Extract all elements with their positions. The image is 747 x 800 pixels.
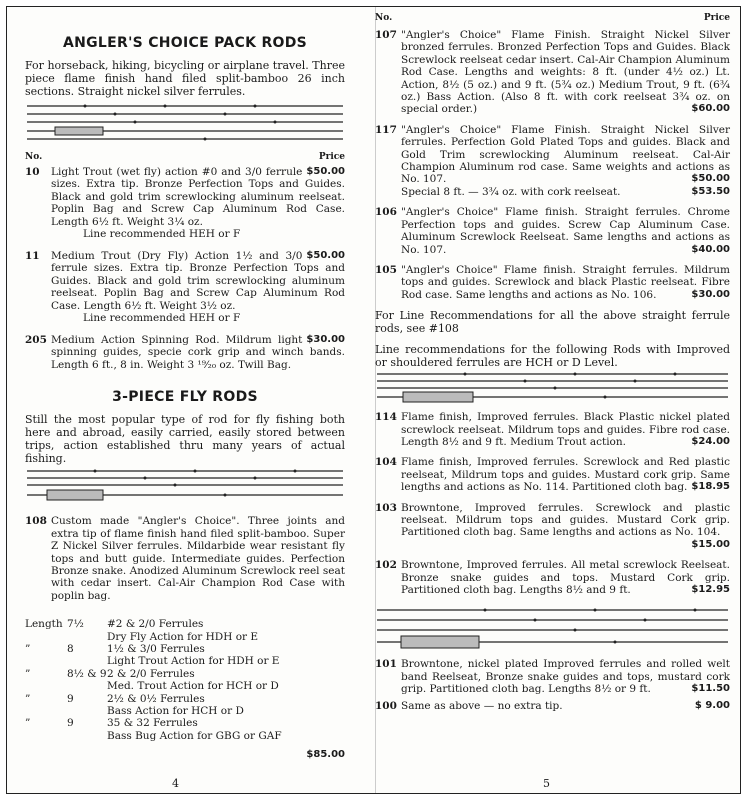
length-value: 7½ — [67, 618, 84, 631]
catalog-entry-117 — [375, 124, 730, 198]
entry-text: Light Trout (wet fly) action #0 and 3/0 ferrule sizes. Extra tip. Bronze Perfection Tops and Guides. Black and gold trim screwlocking aluminum reelseat. Poplin Bag and Screw Cap Aluminum Rod Case. Length 6½ ft. Weight 3¼ oz. — [51, 166, 345, 228]
fly-rods-title: 3-PIECE FLY RODS — [112, 389, 258, 406]
improved-rod-illustration — [375, 369, 730, 405]
line-recommendation: Line recommended HEH or F — [83, 228, 241, 241]
entry-price: $18.95 — [691, 481, 730, 493]
entry-number: 205 — [25, 334, 47, 347]
price-header: Price — [318, 152, 345, 162]
entry-price: $ 9.00 — [694, 699, 730, 711]
action-desc: Dry Fly Action for HDH or E — [107, 630, 259, 643]
no-header: No. — [375, 13, 393, 23]
catalog-entry-100 — [375, 700, 730, 712]
catalog-entry-205 — [25, 334, 345, 371]
ferrule-size: #2 & 2/0 Ferrules — [107, 618, 204, 631]
length-label: ” — [25, 642, 31, 655]
length-value: 8½ & 9 — [67, 667, 107, 680]
line-note-improved: Line recommendations for the following Rods with Improved or shouldered ferrules are HCH or D Level. — [375, 343, 730, 370]
ferrule-size: 1½ & 3/0 Ferrules — [107, 642, 205, 655]
entry-price: $12.95 — [691, 584, 730, 595]
entry-number: 106 — [375, 206, 397, 219]
action-desc: Bass Action for HCH or D — [107, 704, 244, 717]
left-page — [25, 7, 345, 761]
price-header: Price — [703, 13, 730, 23]
catalog-spread — [6, 6, 741, 794]
entry-text: "Angler's Choice" Flame Finish. Straight Nickel Silver ferrules. Perfection Gold Plated Tops and guides. Black and Gold Trim screwlocking Aluminum reelseat. Cal-Air Champion Aluminum rod case. Same weights and actions as No. 107. — [401, 123, 730, 186]
entry-number: 102 — [375, 559, 397, 572]
length-value: 8 — [67, 642, 74, 655]
catalog-entry-106 — [375, 206, 730, 256]
entry-price: $30.00 — [691, 288, 730, 300]
action-desc: Bass Bug Action for GBG or GAF — [107, 729, 282, 742]
entry-price: $50.00 — [691, 173, 730, 185]
entry-price: $15.00 — [691, 538, 730, 550]
ferrule-size: 2 & 2/0 Ferrules — [107, 667, 195, 680]
line-recommendation: Line recommended HEH or F — [83, 312, 241, 325]
entry-price: $50.00 — [306, 166, 345, 177]
entry-price: $11.50 — [691, 683, 730, 695]
entry-number: 103 — [375, 501, 397, 514]
entry-number: 108 — [25, 515, 47, 528]
catalog-entry-10 — [25, 166, 345, 228]
entry-price: $85.00 — [306, 749, 345, 761]
entry-text: "Angler's Choice" Flame finish. Straight ferrules. Mildrum tops and guides. Screwlock and black Plastic reelseat. Fibre Rod case. Same lengths and actions as No. 106. — [401, 263, 730, 301]
length-table — [25, 618, 345, 761]
catalog-entry-108 — [25, 515, 345, 602]
entry-text: Custom made "Angler's Choice". Three joints and extra tip of flame finish hand filed split-bamboo. Super Z Nickel Silver ferrules. Mildarbide wear resistant fly tops and butt guide. Intermediate guides. Perfection Bronze snake. Anodized Aluminum Screwlock reel seat with cedar insert. Cal-Air Champion Rod Case with poplin bag. — [51, 515, 345, 602]
right-column-header — [375, 13, 730, 23]
length-row — [25, 717, 345, 742]
length-label: ” — [25, 717, 31, 730]
fly-rod-illustration — [25, 465, 345, 505]
action-desc: Light Trout Action for HDH or E — [107, 655, 280, 668]
page-number-left: 4 — [172, 777, 179, 790]
catalog-entry-114 — [375, 411, 730, 448]
entry-number: 11 — [25, 250, 40, 263]
pack-rods-intro: For horseback, hiking, bicycling or airplane travel. Three piece flame finish hand filed split-bamboo 26 inch sections. Straight nickel silver ferrules. — [25, 59, 345, 98]
entry-text: Flame finish, Improved ferrules. Black Plastic nickel plated screwlock reelseat. Mildrum tops and guides. Fibre rod case. Length 8½ and 9 ft. Medium Trout action. — [401, 411, 730, 448]
length-label: Length — [25, 618, 63, 631]
special-order-text: Special 8 ft. — 3¾ oz. with cork reelseat. — [401, 185, 621, 198]
special-price: $53.50 — [691, 185, 730, 197]
ferrule-size: 35 & 32 Ferrules — [107, 717, 198, 730]
length-value: 9 — [67, 717, 74, 730]
entry-price: $50.00 — [306, 250, 345, 262]
no-header: No. — [25, 152, 43, 162]
left-column-header — [25, 152, 345, 162]
entry-number: 105 — [375, 263, 397, 276]
ferrule-size: 2½ & 0½ Ferrules — [107, 692, 205, 705]
catalog-entry-103 — [375, 502, 730, 552]
entry-text: Browntone, Improved ferrules. All metal screwlock Reelseat. Bronze snake guides and tops. Mustard Cork grip. Partitioned cloth bag. Lengths 8½ and 9 ft. — [401, 559, 730, 596]
entry-number: 100 — [375, 699, 397, 712]
catalog-entry-101 — [375, 658, 730, 695]
line-note-straight: For Line Recommendations for all the above straight ferrule rods, see #108 — [375, 309, 730, 336]
entry-text: Medium Trout (Dry Fly) Action 1½ and 3/0 ferrule sizes. Extra tip. Bronze Perfection Tops and Guides. Black and gold trim screwlocking aluminum reelseat. Poplin Bag and Screw Cap Aluminum Rod Case. Length 6½ ft. Weight 3½ oz. — [51, 250, 345, 312]
entry-number: 107 — [375, 29, 397, 41]
length-label: ” — [25, 692, 31, 705]
entry-number: 10 — [25, 166, 40, 178]
entry-text: Flame finish, Improved ferrules. Screwlock and Red plastic reelseat, Mildrum tops and guides. Mustard cork grip. Same lengths and actions as No. 114. Partitioned cloth bag. — [401, 456, 730, 494]
length-label: ” — [25, 667, 31, 680]
entry-price: $30.00 — [306, 334, 345, 346]
entry-number: 104 — [375, 456, 397, 469]
length-row — [25, 693, 345, 718]
entry-text: Browntone, nickel plated Improved ferrules and rolled welt band Reelseat, Bronze snake guides and tops, mustard cork grip. Partitioned cloth bag. Lengths 8½ or 9 ft. — [401, 658, 730, 696]
catalog-entry-107 — [375, 29, 730, 116]
browntone-rod-illustration — [375, 604, 730, 652]
pack-rod-illustration — [25, 98, 345, 144]
catalog-entry-104 — [375, 456, 730, 493]
entry-text: Same as above — no extra tip. — [401, 699, 563, 712]
catalog-entry-105 — [375, 264, 730, 301]
entry-price: $40.00 — [691, 243, 730, 255]
entry-text: Medium Action Spinning Rod. Mildrum light spinning guides, specie cork grip and winch bands. Length 6 ft., 8 in. Weight 3 ¹⁹⁄₂₀ oz. Twill Bag. — [51, 334, 345, 371]
length-row — [25, 618, 345, 643]
entry-price: $60.00 — [691, 103, 730, 115]
length-row — [25, 668, 345, 693]
entry-text: "Angler's Choice" Flame Finish. Straight Nickel Silver bronzed ferrules. Bronzed Perfection Tops and Guides. Black Screwlock reelseat cedar insert. Cal-Air Champion Aluminum Rod Case. Lengths and weights: 8 ft. (under 4½ oz.) Lt. Action, 8½ (5 oz.) and 9 ft. (5¾ oz.) Medium Trout, 9 ft. (6¾ oz.) Bass Action. (Also 8 ft. with cork reelseat 3¾ oz. on special order.) — [401, 29, 730, 116]
right-page — [375, 7, 730, 712]
entry-number: 101 — [375, 658, 397, 671]
pack-rods-title: ANGLER'S CHOICE PACK RODS — [62, 35, 308, 51]
entry-price: $24.00 — [691, 435, 730, 447]
catalog-entry-11 — [25, 250, 345, 312]
action-desc: Med. Trout Action for HCH or D — [107, 680, 279, 693]
fly-rods-intro: Still the most popular type of rod for fly fishing both here and abroad, easily carried, easily stored between trips, action established thru many years of actual fishing. — [25, 413, 345, 466]
catalog-entry-102 — [375, 559, 730, 596]
page-number-right: 5 — [543, 777, 550, 790]
entry-number: 117 — [375, 123, 397, 136]
entry-text: "Angler's Choice" Flame finish. Straight ferrules. Chrome Perfection tops and guides. Screw Cap Aluminum Case. Aluminum Screwlock Reelseat. Same lengths and actions as No. 107. — [401, 206, 730, 256]
entry-number: 114 — [375, 411, 397, 424]
length-value: 9 — [67, 692, 74, 705]
price-108-row — [25, 742, 345, 761]
length-row — [25, 643, 345, 668]
entry-text: Browntone, Improved ferrules. Screwlock and plastic reelseat. Mildrum tops and guides. Mustard Cork grip. Partitioned cloth bag. Same lengths and actions as No. 104. — [401, 501, 730, 539]
